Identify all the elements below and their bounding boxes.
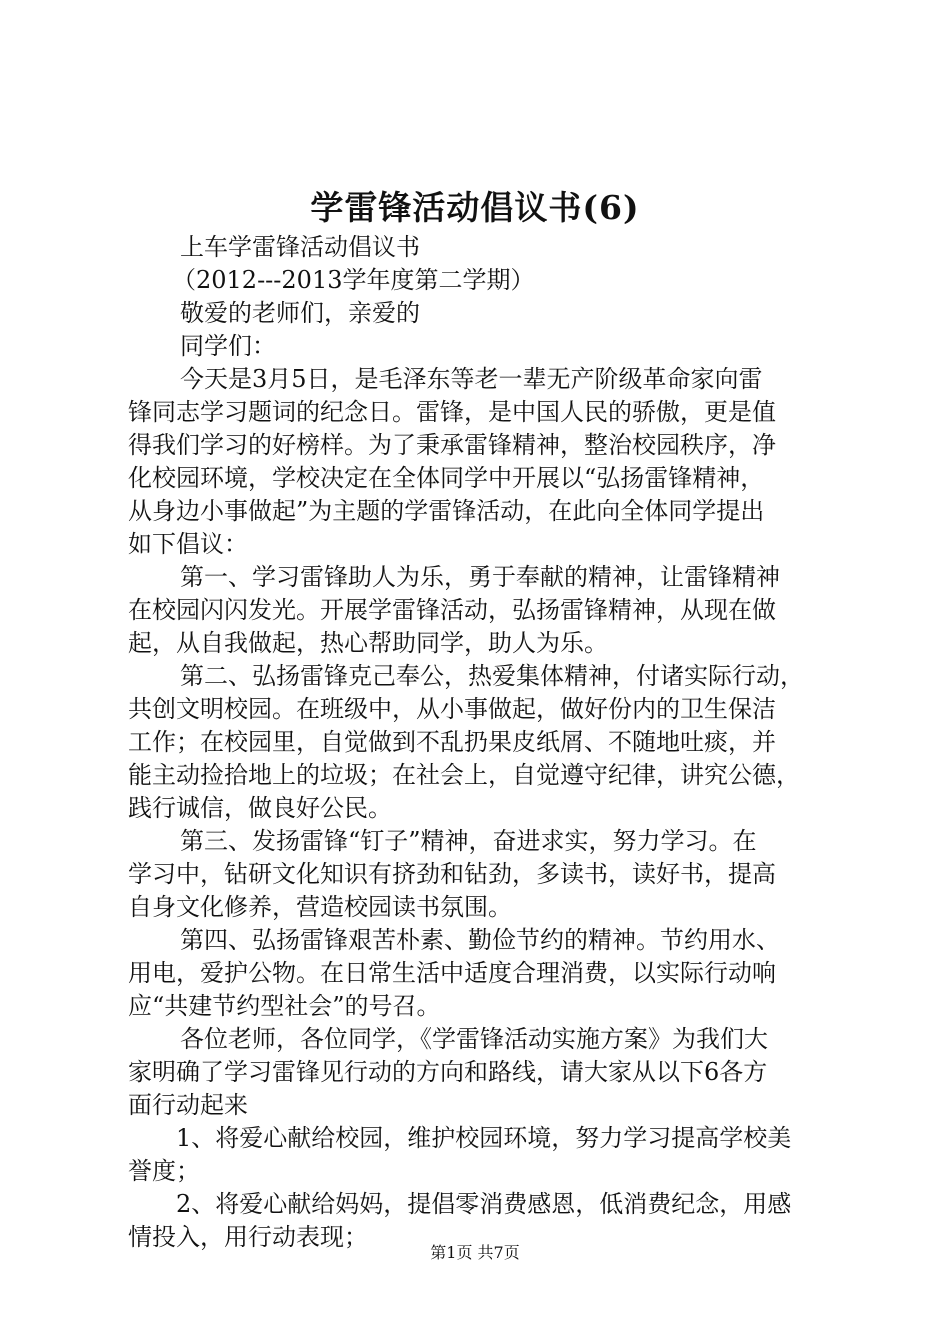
body-line: 第一、学习雷锋助人为乐，勇于奉献的精神，让雷锋精神 — [180, 563, 780, 591]
body-line: 家明确了学习雷锋见行动的方向和路线，请大家从以下6各方 — [128, 1058, 768, 1086]
body-line: 用电，爱护公物。在日常生活中适度合理消费，以实际行动响 — [128, 959, 776, 987]
body-line: 起，从自我做起，热心帮助同学，助人为乐。 — [128, 629, 608, 657]
body-line: 能主动捡拾地上的垃圾；在社会上，自觉遵守纪律，讲究公德， — [128, 761, 800, 789]
body-line: 如下倡议： — [128, 530, 248, 558]
body-line: 从身边小事做起”为主题的学雷锋活动，在此向全体同学提出 — [128, 497, 765, 525]
body-line: 在校园闪闪发光。开展学雷锋活动，弘扬雷锋精神，从现在做 — [128, 596, 776, 624]
body-line: （2012---2013学年度第二学期） — [172, 266, 535, 294]
body-line: 上车学雷锋活动倡议书 — [180, 233, 420, 261]
body-line: 自身文化修养，营造校园读书氛围。 — [128, 893, 512, 921]
body-line: 工作；在校园里，自觉做到不乱扔果皮纸屑、不随地吐痰，并 — [128, 728, 776, 756]
body-line: 第二、弘扬雷锋克己奉公，热爱集体精神，付诸实际行动， — [180, 662, 804, 690]
body-line: 面行动起来 — [128, 1091, 248, 1119]
body-line: 第四、弘扬雷锋艰苦朴素、勤俭节约的精神。节约用水、 — [180, 926, 780, 954]
body-line: 共创文明校园。在班级中，从小事做起，做好份内的卫生保洁 — [128, 695, 776, 723]
body-line: 化校园环境，学校决定在全体同学中开展以“弘扬雷锋精神， — [128, 464, 765, 492]
body-line: 2、将爱心献给妈妈，提倡零消费感恩，低消费纪念，用感 — [176, 1190, 792, 1218]
body-line: 学习中，钻研文化知识有挤劲和钻劲，多读书，读好书，提高 — [128, 860, 776, 888]
document-title: 学雷锋活动倡议书(6) — [310, 188, 640, 227]
page-number-footer: 第1页 共7页 — [430, 1243, 520, 1262]
body-line: 同学们： — [180, 332, 276, 360]
body-line: 情投入，用行动表现； — [128, 1223, 368, 1251]
body-line: 今天是3月5日，是毛泽东等老一辈无产阶级革命家向雷 — [180, 365, 763, 393]
body-line: 得我们学习的好榜样。为了秉承雷锋精神，整治校园秩序，净 — [128, 431, 776, 459]
body-line: 各位老师，各位同学，《学雷锋活动实施方案》为我们大 — [180, 1025, 768, 1053]
body-line: 誉度； — [128, 1157, 200, 1185]
body-line: 应“共建节约型社会”的号召。 — [128, 992, 441, 1020]
body-line: 锋同志学习题词的纪念日。雷锋，是中国人民的骄傲，更是值 — [128, 398, 776, 426]
body-line: 1、将爱心献给校园，维护校园环境，努力学习提高学校美 — [176, 1124, 792, 1152]
body-line: 敬爱的老师们，亲爱的 — [180, 299, 420, 327]
body-line: 第三、发扬雷锋“钉子”精神，奋进求实，努力学习。在 — [180, 827, 757, 855]
body-line: 践行诚信，做良好公民。 — [128, 794, 392, 822]
